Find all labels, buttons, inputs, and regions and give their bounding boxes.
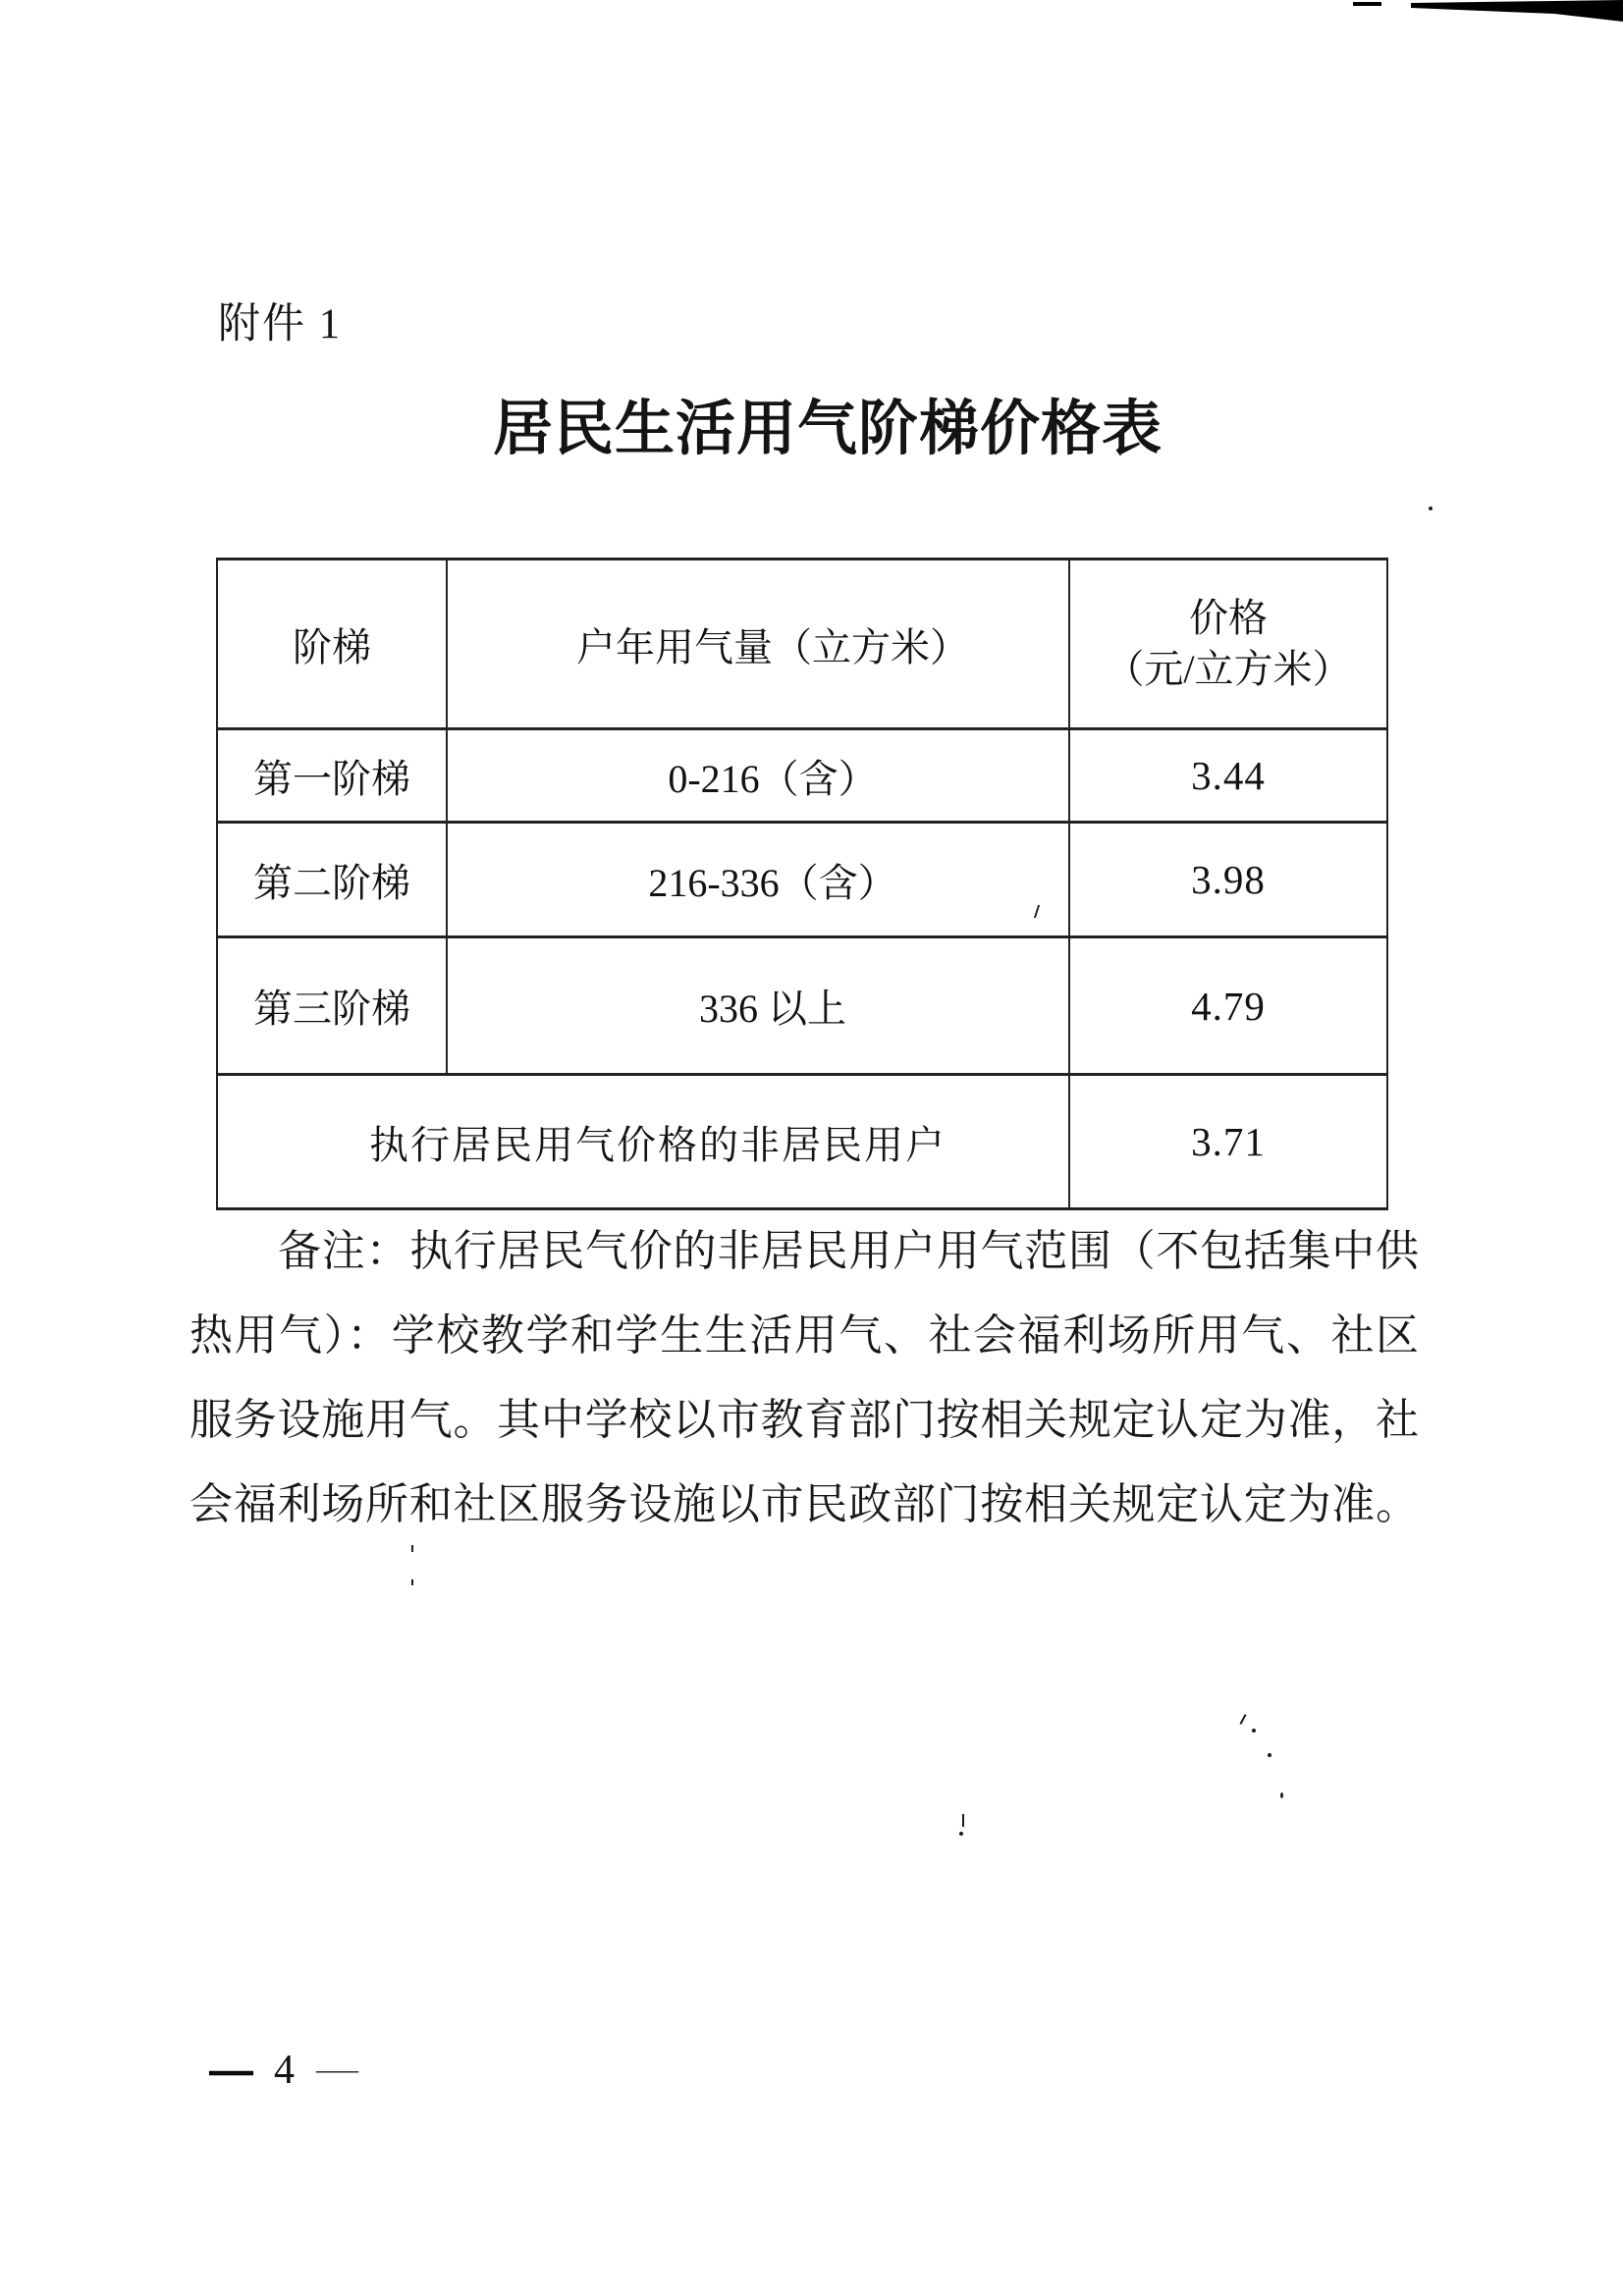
page-number [210, 2046, 358, 2094]
page-title: 居民生活用气阶梯价格表 [492, 397, 1163, 462]
note-line: 会福利场所和社区服务设施以市民政部门按相关规定认定为准。 [189, 1480, 1419, 1528]
scan-speck [1268, 1753, 1271, 1757]
scan-speck [959, 1832, 963, 1836]
scan-speck [411, 1545, 413, 1552]
scan-speck [411, 1579, 413, 1585]
note-line: 服务设施用气。其中学校以市教育部门按相关规定认定为准，社 [189, 1396, 1419, 1444]
usage-cell: 336 以上 [447, 937, 1069, 1075]
usage-cell: 216-336（含） [447, 823, 1069, 937]
scan-speck [1280, 1792, 1283, 1798]
tier-cell: 第一阶梯 [217, 729, 447, 823]
table-header-row [217, 560, 1387, 729]
footer-number: 4 [274, 2047, 295, 2093]
scan-speck [1252, 1729, 1256, 1733]
footer-left-dash: — [210, 2047, 252, 2093]
footer-right-dash: — [316, 2054, 358, 2086]
table-merged-row [217, 1075, 1387, 1209]
note-paragraph [189, 1209, 1419, 1547]
scan-speck [1429, 507, 1433, 510]
price-cell: 4.79 [1069, 937, 1387, 1075]
usage-cell: 0-216（含） [447, 729, 1069, 823]
scan-speck [1240, 1714, 1247, 1725]
scan-speck [962, 1814, 964, 1827]
tiered-price-table [216, 558, 1388, 1210]
merged-label-cell: 执行居民用气价格的非居民用户 [217, 1075, 1069, 1209]
attachment-label: 附件 1 [218, 301, 343, 347]
table-row [217, 729, 1387, 823]
price-cell: 3.71 [1069, 1075, 1387, 1209]
price-cell: 3.44 [1069, 729, 1387, 823]
scan-artifact-top-right [1328, 0, 1623, 27]
tier-cell: 第二阶梯 [217, 823, 447, 937]
header-cell-usage: 户年用气量（立方米） [447, 560, 1069, 729]
header-price-line2: （元/立方米） [1105, 647, 1352, 691]
note-line: 备注：执行居民气价的非居民用户用气范围（不包括集中供 [278, 1227, 1419, 1275]
note-line: 热用气）：学校教学和学生生活用气、社会福利场所用气、社区 [189, 1311, 1419, 1360]
header-cell-tier: 阶梯 [217, 560, 447, 729]
price-cell: 3.98 [1069, 823, 1387, 937]
header-cell-price [1069, 560, 1387, 729]
tier-cell: 第三阶梯 [217, 937, 447, 1075]
header-price-line1: 价格 [1189, 596, 1268, 640]
table-row [217, 823, 1387, 937]
table-row [217, 937, 1387, 1075]
